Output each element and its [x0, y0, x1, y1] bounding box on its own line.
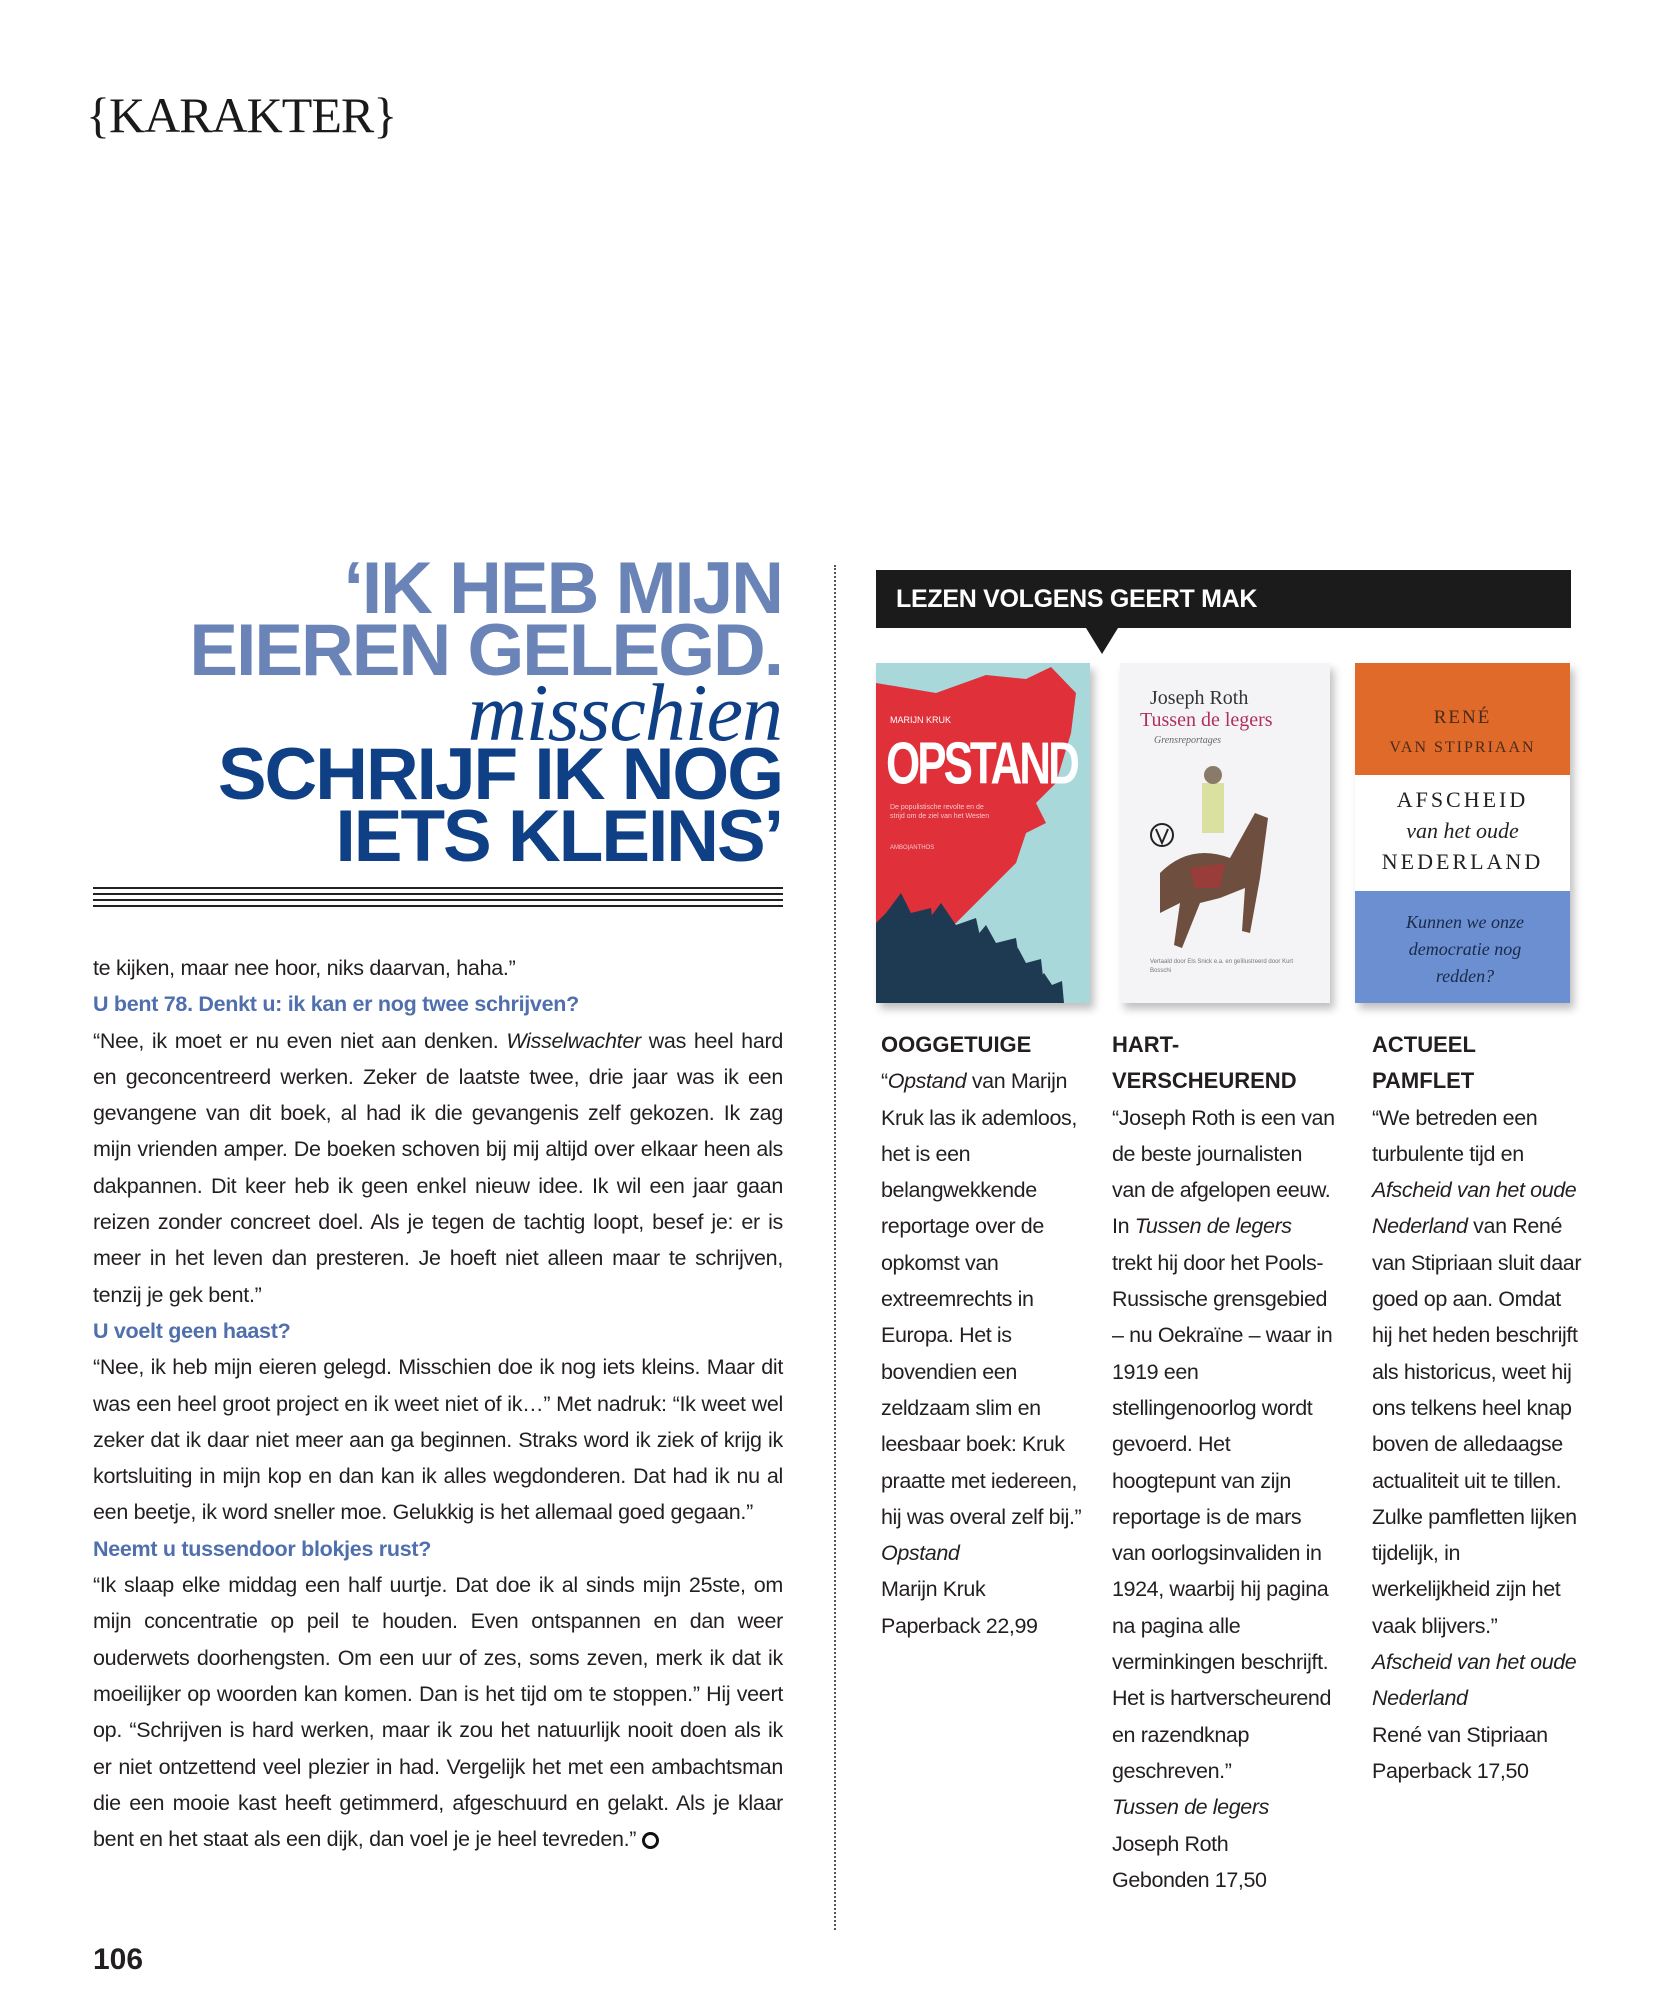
cover-publisher: AMBO|ANTHOS — [890, 845, 935, 851]
headline-script-line: misschien — [467, 667, 782, 758]
cover-subtitle: Grensreportages — [1154, 735, 1222, 746]
end-mark-icon — [642, 1832, 659, 1849]
page-number: 106 — [93, 1943, 144, 1976]
text: van Marijn Kruk las ik ademloos, het is een belangwekkende reportage over de opkomst van extreemrechts in Europa. Het is bovendien een zeldzaam slim en leesbaar boek: Kruk praatte met iedereen, hij was overal zelf bij.” — [881, 1069, 1082, 1529]
book-format-price: Gebonden 17,50 — [1112, 1867, 1267, 1892]
text: van René van Stipriaan sluit daar goed op aan. Omdat hij het heden beschrijft als historicus, weet hij ons telkens heel knap boven de alledaagse actualiteit uit te tillen. Zulke pamfletten lijken tijdelijk, in werkelijkheid zijn het vaak blijvers.” — [1372, 1214, 1582, 1638]
paragraph — [93, 1023, 783, 1313]
text: “Ik slaap elke middag een half uurtje. Dat doe ik al sinds mijn 25ste, om mijn concentratie op peil te houden. Even ontspannen en dan weer ouderwets doorhengsten. Om een uur of zes, soms zeven, merk ik dat ik moeilijker op woorden kan komen. Dan is het tijd om te stoppen.” Hij veert op. “Schrijven is hard werken, maar ik zou het natuurlijk nooit doen als ik er niet ontzettend veel plezier in had. Vergelijk het met een ambachtsman die een mooie kast heeft getimmerd, afgeschuurd en gelakt. Als je klaar bent en het staat als een dijk, dan voel je je heel tevreden.” — [93, 1573, 783, 1852]
review-heading: OOGGETUIGE — [881, 1032, 1032, 1057]
text: “We betreden een turbulente tijd en — [1372, 1105, 1538, 1166]
review-hartverscheurend — [1112, 1027, 1337, 1898]
article-body — [93, 950, 783, 1857]
book-cover-tussen-de-legers — [1120, 663, 1330, 1003]
cover-title: OPSTAND — [886, 731, 1077, 798]
review-heading: HART- VERSCHEUREND — [1112, 1032, 1297, 1094]
book-format-price: Paperback 22,99 — [881, 1613, 1038, 1638]
review-actueel-pamflet — [1372, 1027, 1582, 1789]
headline-line: IETS KLEINS’ — [335, 796, 782, 877]
column-divider — [834, 565, 836, 1930]
headline-line: SCHRIJF IK NOG — [217, 734, 782, 815]
interview-question: Neemt u tussendoor blokjes rust? — [93, 1536, 432, 1561]
section-label: {KARAKTER} — [86, 87, 397, 143]
book-author: René van Stipriaan — [1372, 1722, 1548, 1747]
interview-question: U bent 78. Denkt u: ik kan er nog twee schrijven? — [93, 992, 579, 1017]
review-text — [1372, 1100, 1582, 1644]
paragraph: te kijken, maar nee hoor, niks daarvan, haha.” — [93, 956, 516, 980]
text: “Nee, ik moet er nu even niet aan denken. — [93, 1028, 507, 1053]
review-heading: ACTUEEL PAMFLET — [1372, 1032, 1476, 1094]
paragraph: “Nee, ik heb mijn eieren gelegd. Misschien doe ik nog iets kleins. Maar dit was een heel groot project en ik weet niet of ik…” Met nadruk: “Ik weet wel zeker dat ik daar niet meer aan ga beginnen. Straks word ik ziek of krijg ik kortsluiting in mijn kop en dan kan ik alles wegdonderen. Dat had ik nu al een beetje, ik word sneller moe. Gelukkig is het allemaal goed gegaan.” — [93, 1355, 783, 1525]
book-cover-afscheid — [1355, 663, 1570, 1003]
book-cover-opstand — [876, 663, 1090, 1003]
text: was heel hard en geconcentreerd werken. Zeker de laatste twee, drie jaar was ik een gevangene van dit boek, al had ik die gevangenis zelf gekozen. Ik zag mijn vrienden amper. De boeken schoven bij mij altijd over elkaar heen als dakpannen. Dit keer heb ik geen enkel nieuw idee. Ik wil een jaar gaan reizen zonder concreet doel. Als je tegen de tachtig loopt, besef je: er is meer in het leven dan presteren. Je hoeft niet alleen maar te schrijven, tenzij je gek bent.” — [93, 1028, 784, 1307]
review-ooggetuige — [881, 1027, 1096, 1644]
cover-author: MARIJN KRUK — [890, 715, 952, 725]
book-title: Afscheid van het oude Nederland — [1372, 1650, 1577, 1711]
book-format-price: Paperback 17,50 — [1372, 1758, 1529, 1783]
interview-question: U voelt geen haast? — [93, 1318, 291, 1343]
cover-subtitle: De populistische revolte en de strijd om de ziel van het Westen — [890, 804, 990, 820]
book-title: Tussen de legers — [1112, 1795, 1269, 1820]
cover-author-line: VAN STIPRIAAN — [1389, 739, 1536, 756]
text: trekt hij door het Pools-Russische grensgebied – nu Oekraïne – waar in 1919 een stellingenoorlog wordt gevoerd. Het hoogtepunt van zijn reportage is de mars van oorlogsinvaliden in 1924, waarbij hij pagina na pagina alle verminkingen beschrijft. Het is hartverscheurend en razendknap geschreven.” — [1112, 1250, 1333, 1783]
cover-author: Joseph Roth — [1150, 687, 1249, 709]
text: “ — [881, 1069, 888, 1094]
cover-credit: Vertaald door Els Snick e.a. en geïllustreerd door Kurt Bosschi — [1150, 959, 1294, 974]
book-title-italic: Wisselwachter — [506, 1028, 641, 1053]
cover-subtitle: Kunnen we onze democratie nog redden? — [1406, 912, 1524, 986]
cover-title: Tussen de legers — [1140, 709, 1273, 731]
headline-rules — [93, 887, 783, 911]
banner-pointer-icon — [1086, 628, 1118, 654]
headline-line: EIEREN GELEGD. — [189, 610, 782, 691]
book-title: Opstand — [881, 1541, 960, 1566]
cover-title-line: AFSCHEID — [1396, 787, 1529, 812]
cover-title-line: NEDERLAND — [1381, 849, 1544, 874]
review-text — [881, 1063, 1096, 1535]
text: “Joseph Roth is een van de beste journalisten van de afgelopen eeuw. In — [1112, 1105, 1335, 1239]
sidebar-banner: LEZEN VOLGENS GEERT MAK — [876, 570, 1571, 628]
headline — [90, 548, 782, 877]
book-title-italic: Tussen de legers — [1134, 1214, 1292, 1239]
cover-author-line: RENÉ — [1433, 707, 1492, 728]
book-title-italic: Opstand — [887, 1069, 967, 1094]
review-text — [1112, 1100, 1337, 1790]
book-author: Joseph Roth — [1112, 1831, 1229, 1856]
headline-line: ‘IK HEB MIJN — [343, 548, 782, 629]
paragraph — [93, 1567, 783, 1857]
horseman-illustration — [1120, 663, 1330, 1003]
book-title-italic: Afscheid van het oude Nederland — [1372, 1178, 1577, 1239]
book-author: Marijn Kruk — [881, 1577, 986, 1602]
cover-title-line: van het oude — [1406, 818, 1519, 843]
cover-illustration — [876, 663, 1090, 1003]
